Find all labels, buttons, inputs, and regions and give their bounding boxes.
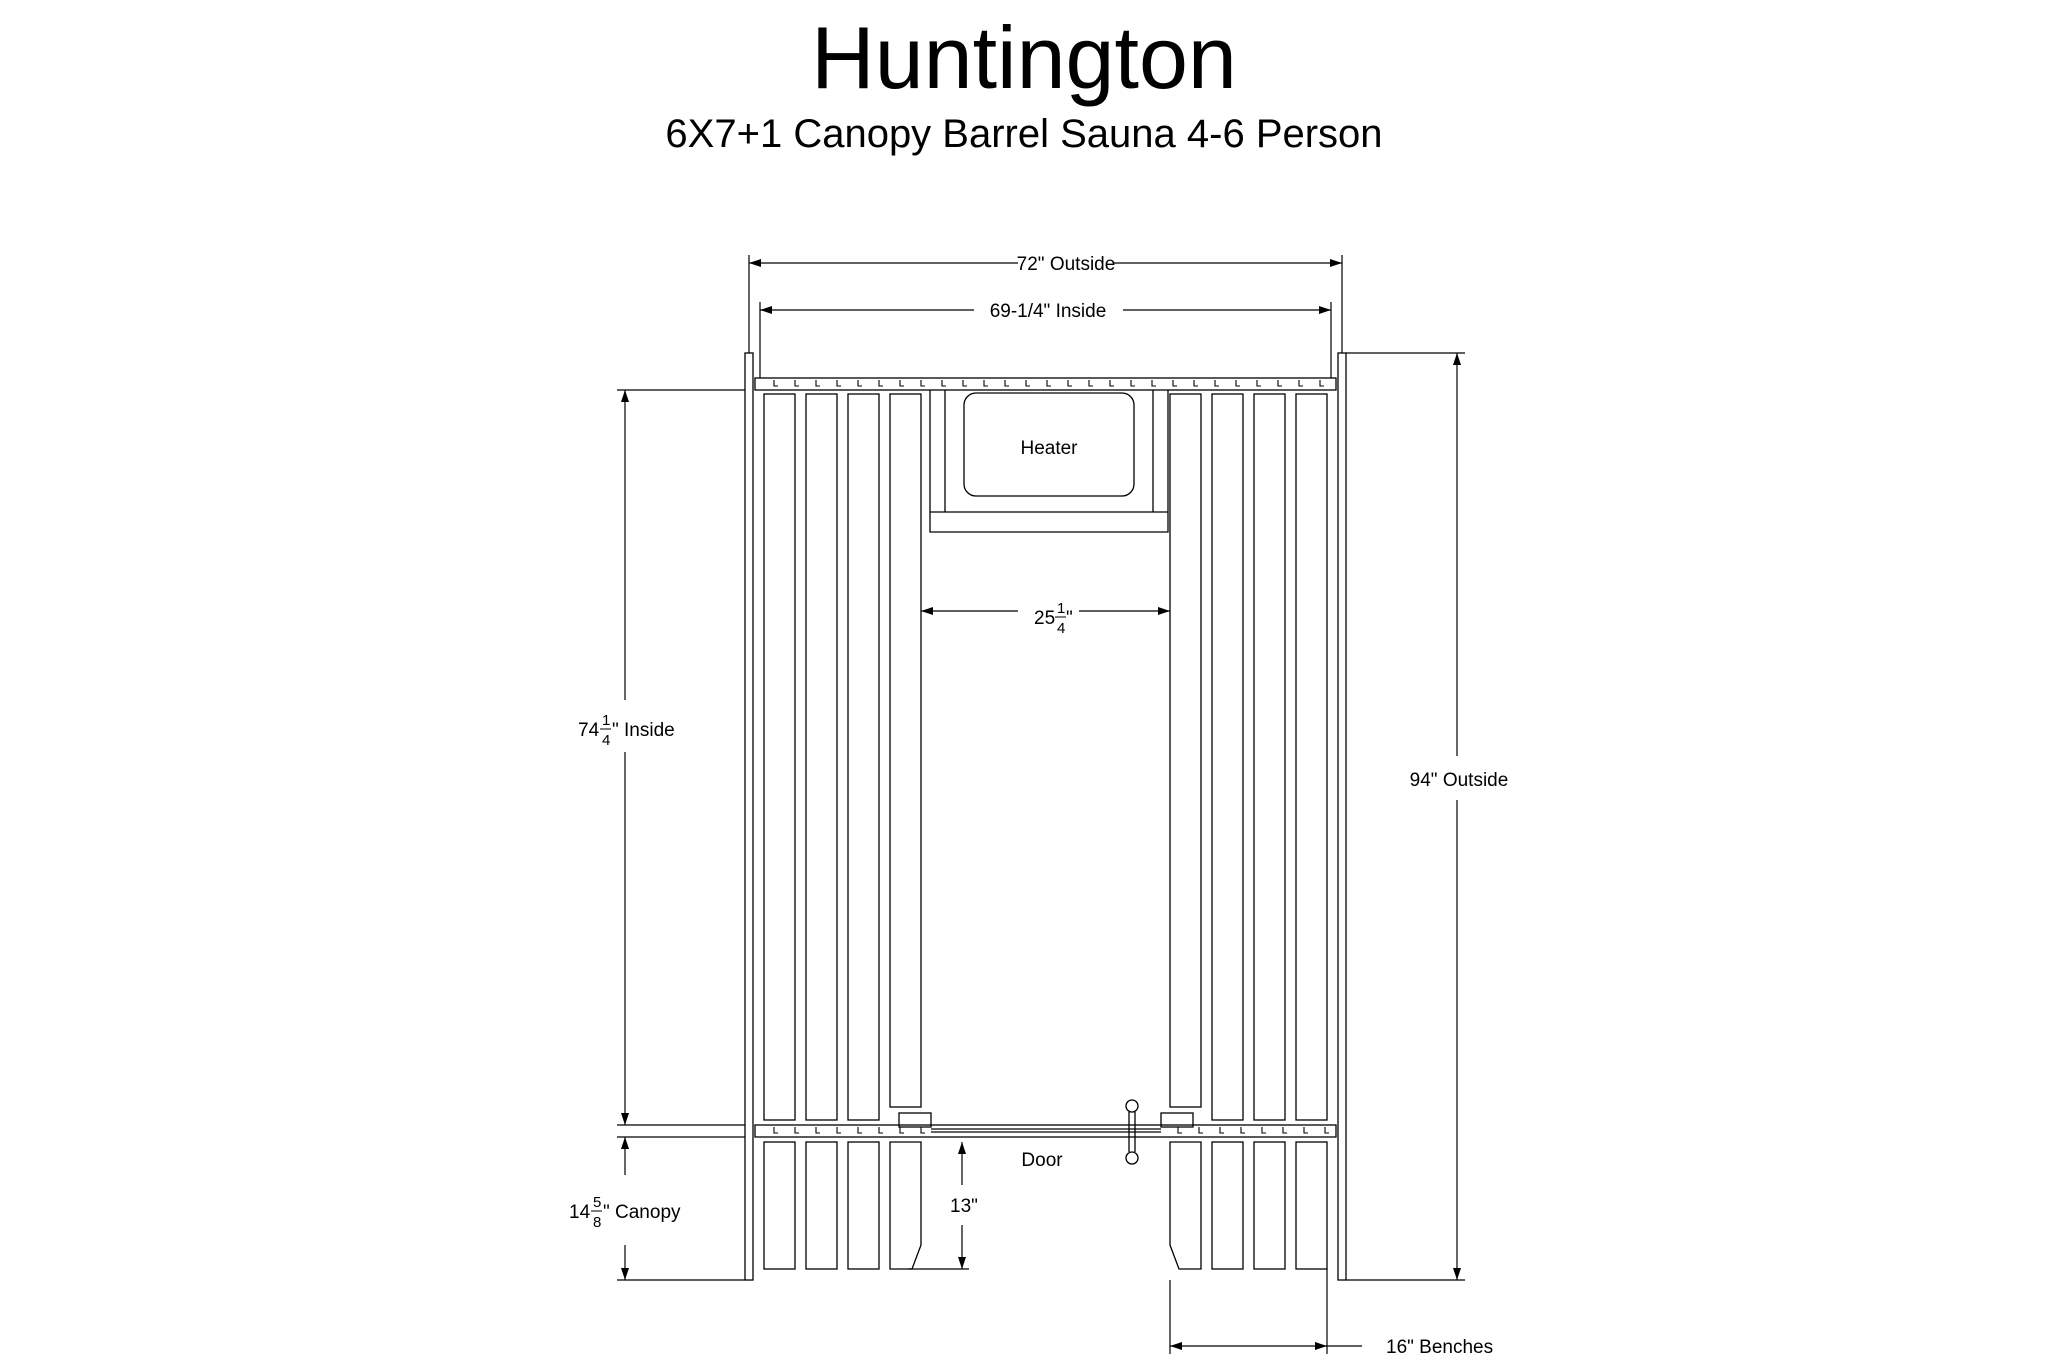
wall-joint-mark [1283,1127,1287,1133]
canopy-slat [848,1142,879,1269]
canopy-label [569,1194,681,1231]
right-bench-slat [1212,394,1243,1120]
wall-joint-mark [1257,380,1261,386]
wall-joint-mark [1325,1127,1329,1133]
wall-joint-mark [774,380,778,386]
left-bench-slat [848,394,879,1120]
wall-joint-mark [816,1127,820,1133]
wall-joint-mark [1220,1127,1224,1133]
wall-joint-mark [921,380,925,386]
wall-joint-mark [1236,380,1240,386]
wall-joint-mark [1278,380,1282,386]
wall-joint-mark [900,380,904,386]
door-label: Door [1021,1150,1063,1171]
wall-joint-mark [816,380,820,386]
svg-text:": " [1066,608,1073,629]
wall-joint-mark [795,380,799,386]
heater-enclosure [930,390,1168,532]
wall-joint-mark [879,380,883,386]
outside-width-label: 72" Outside [1016,254,1116,275]
wall-joint-mark [837,1127,841,1133]
wall-joint-mark [1178,1127,1182,1133]
wall-joint-mark [1304,1127,1308,1133]
wall-joint-mark [1215,380,1219,386]
canopy-slat [1212,1142,1243,1269]
canopy-slat [1296,1142,1327,1269]
door-handle [1126,1152,1138,1164]
wall-joint-mark [1194,380,1198,386]
wall-joint-mark [984,380,988,386]
left-bench-slat [764,394,795,1120]
canopy-slat [764,1142,795,1269]
svg-text:8: 8 [593,1214,602,1231]
wall-joint-mark [1089,380,1093,386]
wall-joint-mark [1320,380,1324,386]
left-bench-slat [806,394,837,1120]
svg-text:1: 1 [602,712,611,729]
bench-gap-label: 13" [950,1196,978,1217]
wall-joint-mark [1131,380,1135,386]
wall-joint-mark [1110,380,1114,386]
inside-width-label: 69-1/4" Inside [989,301,1107,322]
wall-joint-mark [1026,380,1030,386]
svg-text:1: 1 [1057,600,1066,617]
svg-text:14: 14 [569,1202,591,1223]
canopy-slat-angled [1170,1142,1201,1269]
canopy-slat [806,1142,837,1269]
door-clearance-label [1034,600,1073,637]
outside-length-label: 94" Outside [1409,770,1509,791]
heater-label: Heater [1020,438,1078,459]
svg-text:5: 5 [593,1194,602,1211]
page-subtitle: 6X7+1 Canopy Barrel Sauna 4-6 Person [665,112,1383,156]
back-wall [755,378,1336,390]
right-bench-slat [1254,394,1285,1120]
front-wall [755,1125,1336,1137]
door-handle [1126,1100,1138,1112]
inside-length-label [578,712,675,749]
wall-joint-mark [1152,380,1156,386]
wall-joint-mark [1262,1127,1266,1133]
wall-joint-mark [942,380,946,386]
svg-text:25: 25 [1034,608,1056,629]
wall-joint-mark [900,1127,904,1133]
svg-text:4: 4 [1057,620,1066,637]
canopy-slat [1254,1142,1285,1269]
wall-joint-mark [1299,380,1303,386]
svg-text:" Inside: " Inside [612,720,675,741]
svg-text:74: 74 [578,720,600,741]
wall-joint-mark [858,380,862,386]
wall-joint-mark [963,380,967,386]
svg-text:4: 4 [602,732,611,749]
right-bench-slat [1296,394,1327,1120]
left-outer-wall [745,353,753,1280]
page-title: Huntington [811,8,1237,107]
right-bench-slat [1170,394,1201,1107]
wall-joint-mark [1173,380,1177,386]
wall-joint-mark [858,1127,862,1133]
left-bench-slat [890,394,921,1107]
svg-text:" Canopy: " Canopy [603,1202,681,1223]
wall-joint-mark [1005,380,1009,386]
wall-joint-mark [1199,1127,1203,1133]
wall-joint-mark [1047,380,1051,386]
wall-joint-mark [795,1127,799,1133]
wall-joint-mark [879,1127,883,1133]
right-outer-wall [1338,353,1346,1280]
wall-joint-mark [1241,1127,1245,1133]
benches-label: 16" Benches [1386,1337,1494,1358]
wall-joint-mark [921,1127,925,1133]
canopy-slat-angled [890,1142,921,1269]
wall-joint-mark [1068,380,1072,386]
wall-joint-mark [837,380,841,386]
wall-joint-mark [774,1127,778,1133]
